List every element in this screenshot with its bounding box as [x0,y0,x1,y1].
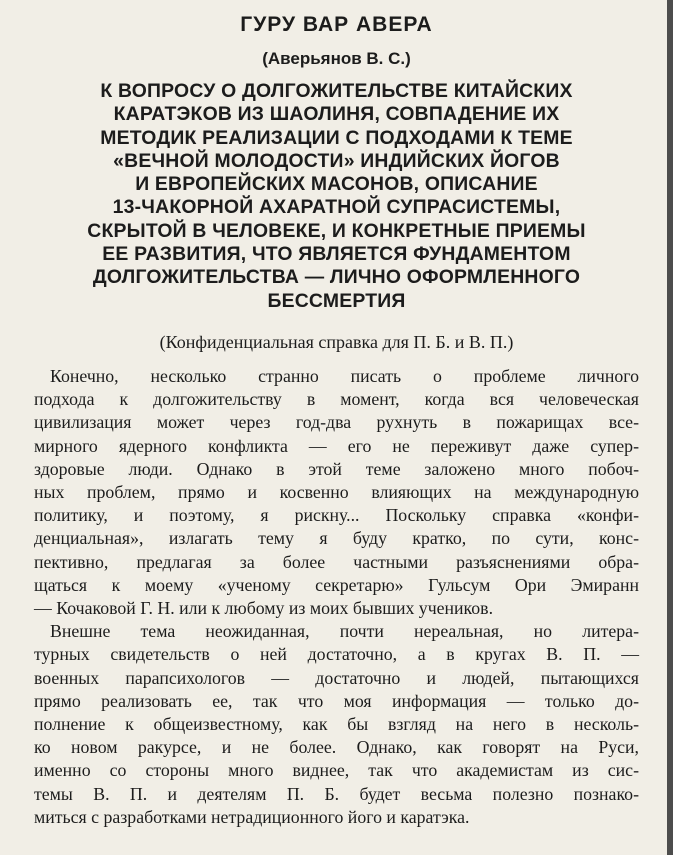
document-title [34,80,639,313]
title-line: ЕЕ РАЗВИТИЯ, ЧТО ЯВЛЯЕТСЯ ФУНДАМЕНТОМ [102,243,571,266]
title-line: И ЕВРОПЕЙСКИХ МАСОНОВ, ОПИСАНИЕ [135,173,538,196]
paragraph-1-line: ных проблем, прямо и косвенно влияющих на международную [34,481,639,502]
paragraph-2-line: Внешне тема неожиданная, почти нереальная, но литера- [50,621,639,642]
paragraph-1-line: политику, и поэтому, я рискну... Поскольку справка «конфи- [34,505,639,526]
paragraph-2-line: прямо реализовать ее, так что моя информация — только до- [34,690,639,711]
paragraph-1-line: денциальная», излагать тему я буду кратко, по сути, конс- [34,528,639,549]
paragraph-2-line: именно со стороны много виднее, так что академистам из сис- [34,760,639,781]
paragraph-1-line: щаться к моему «ученому секретарю» Гульсум Ори Эмиранн [34,574,639,595]
paragraph-2-line: ко новом ракурсе, и не более. Однако, как говорят на Руси, [34,737,639,758]
paragraph-1-line: пективно, предлагая за более частными разъяснениями обра- [34,551,639,572]
title-line: КАРАТЭКОВ ИЗ ШАОЛИНЯ, СОВПАДЕНИЕ ИХ [113,103,560,126]
paragraph-1-line: цивилизация может через год-два рухнуть в пожарищах все- [34,412,639,433]
author-pseudonym: ГУРУ ВАР АВЕРА [240,13,433,36]
paragraph-1-line: Конечно, несколько странно писать о проблеме личного [50,365,639,386]
paragraph-1-line: — Кочаковой Г. Н. или к любому из моих бывших учеников. [34,598,494,618]
paragraph-1-line: мирного ядерного конфликта — его не переживут даже супер- [34,435,639,456]
title-line: «ВЕЧНОЙ МОЛОДОСТИ» ИНДИЙСКИХ ЙОГОВ [113,149,560,172]
paragraph-1-line: подхода к долгожительству в момент, когда вся человеческая [34,389,639,410]
paragraph-2-line: миться с разработками нетрадиционного його и каратэка. [34,806,470,827]
title-line: ДОЛГОЖИТЕЛЬСТВА — ЛИЧНО ОФОРМЛЕННОГО [92,266,581,289]
paragraph-2-line: военных парапсихологов — достаточно и людей, пытающихся [34,667,639,688]
paragraph-2-line: темы В. П. и деятелям П. Б. будет весьма полезно познако- [34,783,639,804]
paragraph-2-line: полнение к общеизвестному, как бы взгляд на него в несколь- [34,714,639,735]
document-subtitle: (Конфиденциальная справка для П. Б. и В. П.) [159,331,514,352]
body-text [34,365,639,829]
author-real-name: (Аверьянов В. С.) [262,49,411,68]
paragraph-1-line: здоровые люди. Однако в этой теме заложено много побоч- [34,458,639,479]
paragraph-2-line: турных свидетельств о ней достаточно, а в кругах В. П. — [34,644,639,665]
title-line: К ВОПРОСУ О ДОЛГОЖИТЕЛЬСТВЕ КИТАЙСКИХ [100,80,573,102]
title-line: БЕССМЕРТИЯ [267,289,406,312]
title-line: 13-ЧАКОРНОЙ АХАРАТНОЙ СУПРАСИСТЕМЫ, [112,196,561,219]
title-line: СКРЫТОЙ В ЧЕЛОВЕКЕ, И КОНКРЕТНЫЕ ПРИЕМЫ [87,219,586,242]
title-line: МЕТОДИК РЕАЛИЗАЦИИ С ПОДХОДАМИ К ТЕМЕ [100,126,573,149]
scan-edge [667,0,673,855]
